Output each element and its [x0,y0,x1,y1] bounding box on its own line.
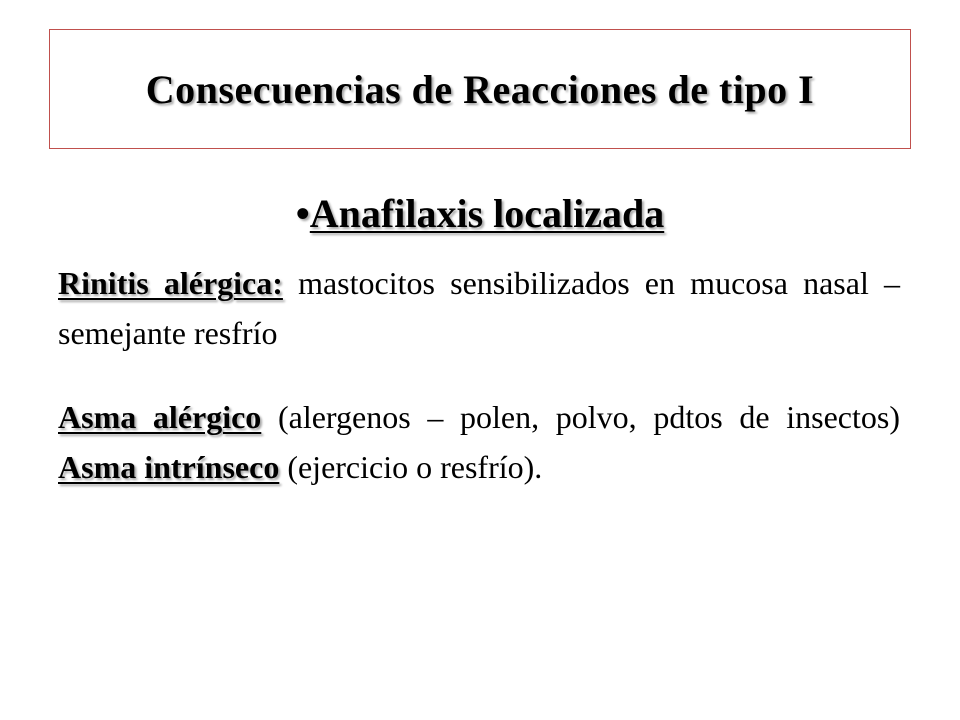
paragraph-asma [58,392,900,492]
term-asma-intrinseco: Asma intrínseco [58,449,280,485]
bullet-heading: Anafilaxis localizada [309,191,665,236]
paragraph-asma-text2: (ejercicio o resfrío). [279,449,543,485]
term-asma-alergico: Asma alérgico [58,399,262,435]
title-box [49,29,911,149]
paragraph-rinitis [58,258,900,358]
paragraph-rinitis-text: mastocitos sensibilizados en mucosa nasal – semejante resfrío [58,265,901,351]
bullet-heading-line [0,188,960,240]
term-rinitis: Rinitis alérgica: [58,265,283,301]
bullet-dot: • [295,191,310,236]
paragraph-asma-text1: (alergenos – polen, polvo, pdtos de insectos) [261,399,901,435]
slide-title: Consecuencias de Reacciones de tipo I [145,66,815,112]
